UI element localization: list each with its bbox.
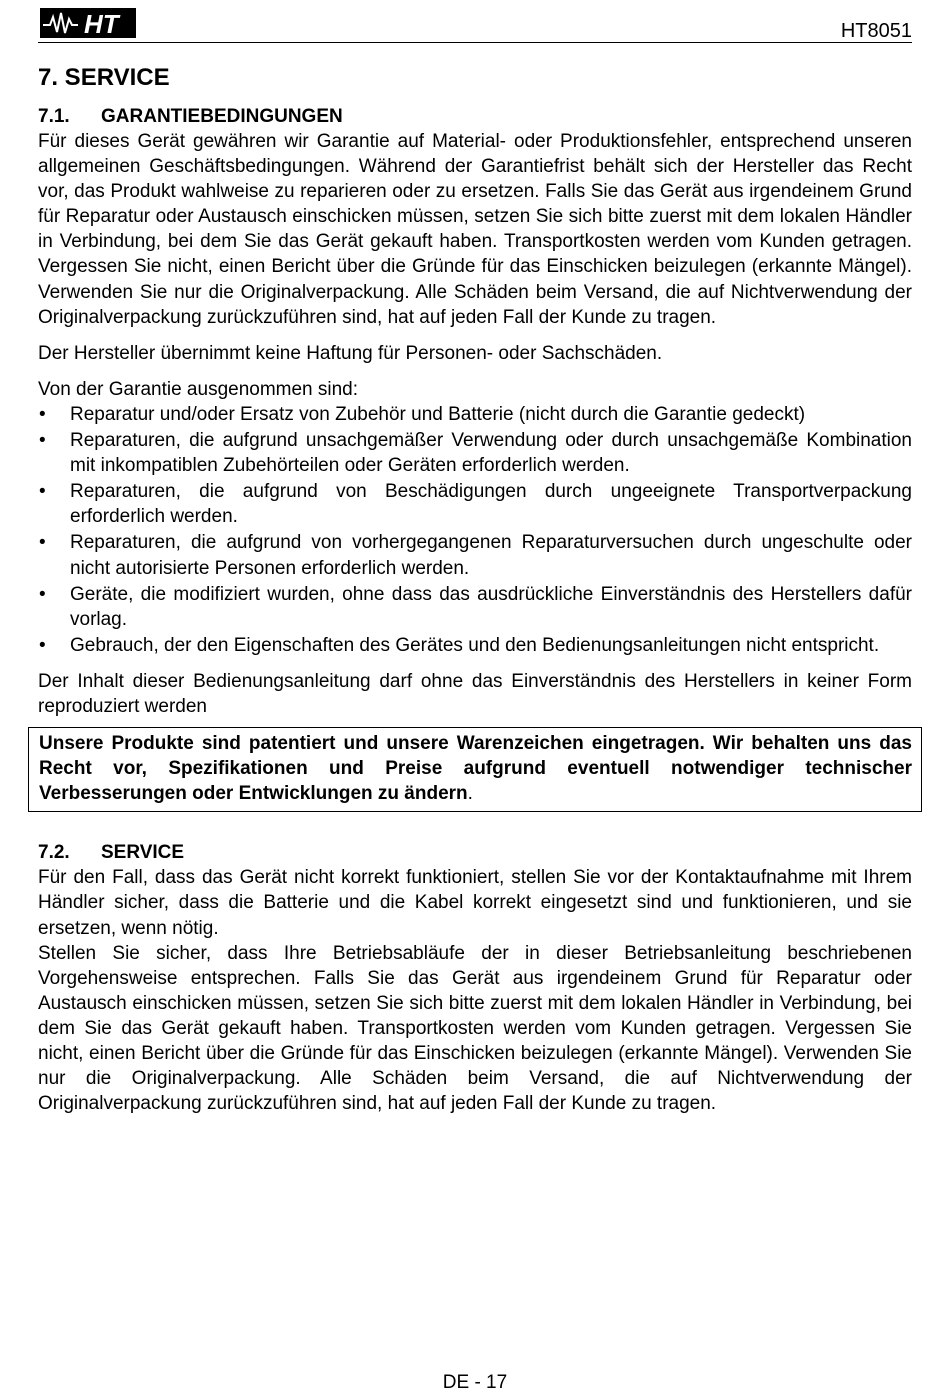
service-paragraph-1: Für den Fall, dass das Gerät nicht korrekt funktioniert, stellen Sie vor der Kontaktaufnahme mit Ihrem Händler sicher, dass die Batterie und die Kabel korrekt eingesetzt sind und funktionieren, und sie ersetzen, wenn nötig. — [38, 867, 912, 939]
subsection-number: 7.1. — [38, 106, 70, 127]
patent-notice-text: Unsere Produkte sind patentiert und unsere Warenzeichen eingetragen. Wir behalten uns das Recht vor, Spezifikationen und Preise aufgrund eventuell notwendiger technischer Verbesserungen oder Entwicklungen zu ändern — [39, 733, 912, 805]
list-item — [38, 428, 912, 478]
liability-paragraph: Der Hersteller übernimmt keine Haftung für Personen- oder Sachschäden. — [38, 342, 663, 364]
ht-logo-icon — [40, 8, 136, 38]
bullet-icon: • — [39, 430, 46, 452]
logo-text: HT — [84, 9, 119, 38]
patent-notice-box — [28, 727, 922, 812]
patent-notice — [39, 731, 912, 806]
list-item — [38, 479, 912, 529]
page-content — [38, 60, 912, 1116]
bullet-icon: • — [39, 583, 46, 605]
subsection-title: GARANTIEBEDINGUNGEN — [101, 106, 343, 127]
page-header — [38, 6, 912, 43]
list-item — [38, 633, 912, 658]
bullet-icon: • — [39, 532, 46, 554]
reproduction-paragraph: Der Inhalt dieser Bedienungsanleitung darf ohne das Einverständnis des Herstellers in keiner Form reproduziert werden — [38, 670, 912, 717]
service-paragraph-2: Stellen Sie sicher, dass Ihre Betriebsabläufe der in dieser Betriebsanleitung beschriebenen Vorgehensweise entsprechen. Falls Sie das Gerät aus irgendeinem Grund für Reparatur oder Austausch einschicken müssen, setzen Sie sich bitte zuerst mit dem lokalen Händler in Verbindung, bei dem Sie das Gerät gekauft haben. Transportkosten werden vom Kunden getragen. Vergessen Sie nicht, einen Bericht über die Gründe für das Einschicken beizulegen (erkannte Mängel). Verwenden Sie nur die Originalverpackung. Alle Schäden beim Versand, die auf Nichtverwendung der Originalverpackung zurückzuführen sind, hat auf jeden Fall der Kunde zu tragen. — [38, 942, 912, 1115]
subsection-number: 7.2. — [38, 842, 70, 864]
bullet-icon: • — [39, 481, 46, 503]
list-item-text: Gebrauch, der den Eigenschaften des Gerätes und den Bedienungsanleitungen nicht entspricht. — [70, 634, 880, 656]
list-item-text: Geräte, die modifiziert wurden, ohne dass das ausdrückliche Einverständnis des Herstellers dafür vorlag. — [70, 583, 912, 630]
model-number: HT8051 — [840, 20, 912, 42]
bullet-icon: • — [39, 634, 46, 656]
patent-notice-end: . — [467, 783, 473, 805]
subsection-title: SERVICE — [101, 842, 185, 864]
exclusions-list — [38, 402, 912, 658]
list-item-text: Reparaturen, die aufgrund von Beschädigungen durch ungeeignete Transportverpackung erforderlich werden. — [70, 481, 912, 528]
list-item-text: Reparaturen, die aufgrund unsachgemäßer Verwendung oder durch unsachgemäße Kombination mit inkompatiblen Zubehörteilen oder Geräten erforderlich werden. — [70, 430, 912, 477]
list-item — [38, 582, 912, 632]
list-item — [38, 402, 912, 427]
warranty-paragraph: Für dieses Gerät gewähren wir Garantie auf Material- oder Produktionsfehler, entsprechend unseren allgemeinen Geschäftsbedingungen. Während der Garantiefrist behält sich der Hersteller das Recht vor, das Produkt wahlweise zu reparieren oder zu ersetzen. Falls Sie das Gerät aus irgendeinem Grund für Reparatur oder Austausch einschicken müssen, setzen Sie sich bitte zuerst mit dem lokalen Händler in Verbindung, bei dem Sie das Gerät gekauft haben. Transportkosten werden vom Kunden getragen. Vergessen Sie nicht, einen Bericht über die Gründe für das Einschicken beizulegen (erkannte Mängel). Verwenden Sie nur die Originalverpackung. Alle Schäden beim Versand, die auf Nichtverwendung der Originalverpackung zurückzuführen sind, hat auf jeden Fall der Kunde zu tragen. — [38, 131, 912, 328]
exclusions-intro: Von der Garantie ausgenommen sind: — [38, 378, 359, 400]
subsection-heading-warranty — [38, 104, 912, 129]
bullet-icon: • — [39, 403, 46, 425]
page-number: DE - 17 — [442, 1372, 508, 1393]
section-title: 7. SERVICE — [38, 64, 170, 91]
list-item-text: Reparaturen, die aufgrund von vorhergegangenen Reparaturversuchen durch ungeschulte oder nicht autorisierte Personen erforderlich werden. — [70, 532, 912, 579]
list-item-text: Reparatur und/oder Ersatz von Zubehör und Batterie (nicht durch die Garantie gedeckt) — [70, 403, 806, 425]
list-item — [38, 530, 912, 580]
subsection-heading-service — [38, 840, 912, 865]
